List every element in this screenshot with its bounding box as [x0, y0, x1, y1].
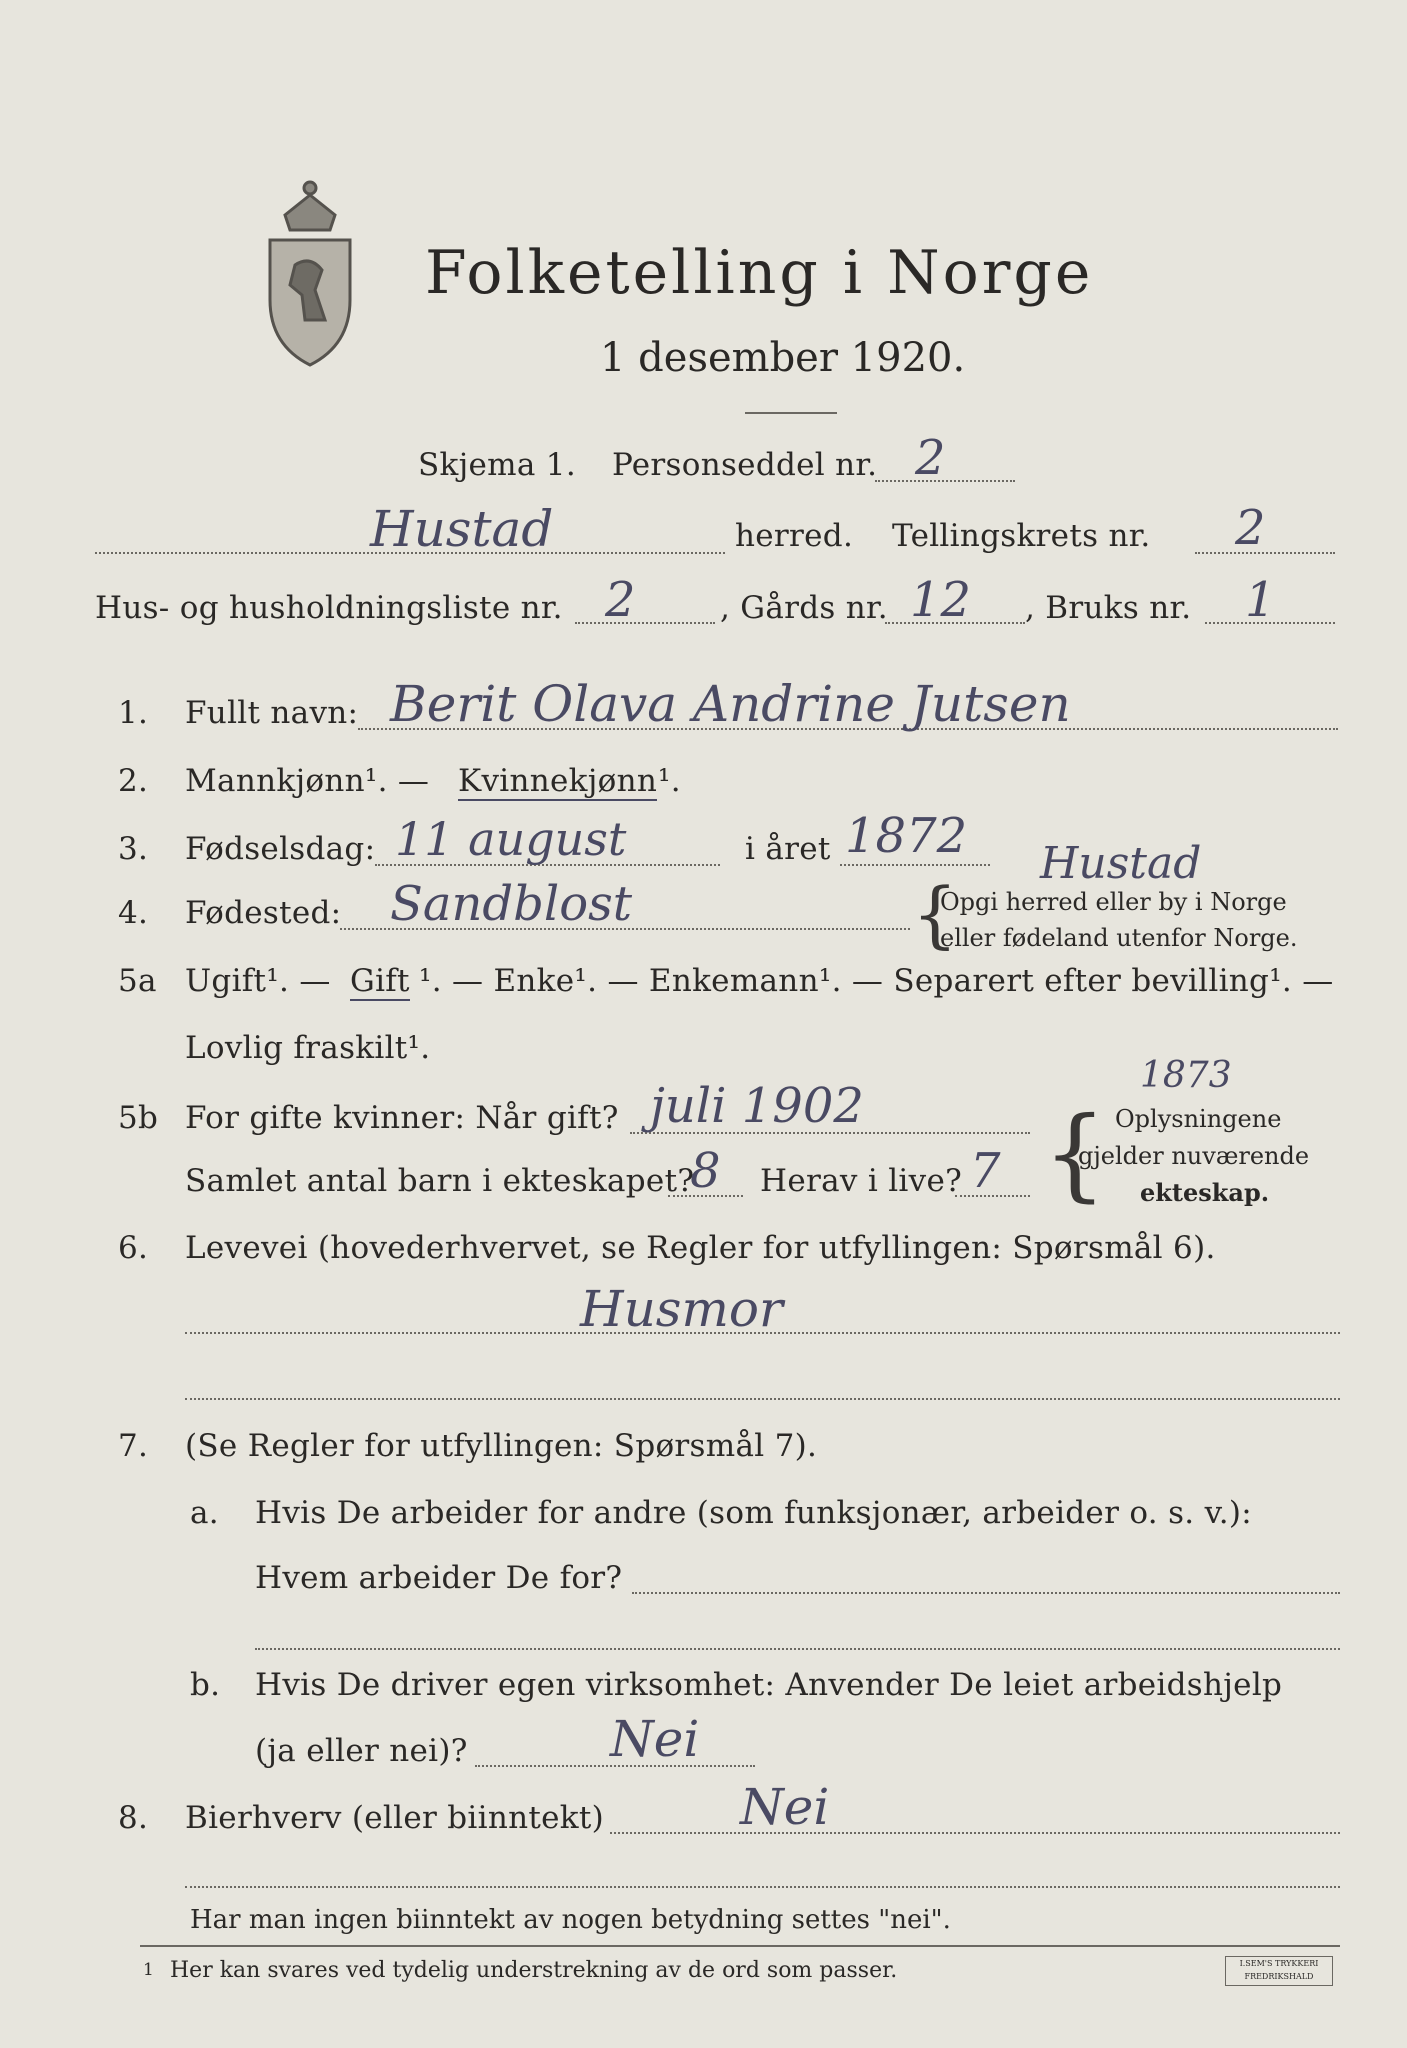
brace-q4: { — [912, 872, 958, 956]
year-field[interactable] — [840, 864, 990, 866]
gards-value: 12 — [910, 572, 972, 628]
q7-number: 7. — [118, 1428, 149, 1464]
q1-label: Fullt navn: — [185, 695, 359, 731]
q5a-number: 5a — [118, 963, 157, 999]
full-name-value: Berit Olava Andrine Jutsen — [390, 675, 1071, 733]
form-date: 1 desember 1920. — [600, 335, 966, 381]
printer-stamp: I.SEM'S TRYKKERI FREDRIKSHALD — [1225, 1956, 1333, 1986]
occupation-value: Husmor — [580, 1280, 783, 1338]
hired-help-value: Nei — [610, 1710, 700, 1768]
hired-help-label: (ja eller nei)? — [255, 1733, 468, 1769]
q1-number: 1. — [118, 695, 149, 731]
personseddel-value: 2 — [915, 430, 946, 486]
tellingskrets-label: Tellingskrets nr. — [892, 518, 1151, 554]
birthplace-extra: Hustad — [1040, 838, 1202, 889]
married-when-label: For gifte kvinner: Når gift? — [185, 1100, 619, 1136]
male-option[interactable]: Mannkjønn¹. — — [185, 763, 430, 799]
q2-number: 2. — [118, 763, 149, 799]
side-income-value: Nei — [740, 1778, 830, 1836]
schema-label: Skjema 1. — [418, 447, 576, 483]
married-when-value: juli 1902 — [650, 1078, 864, 1134]
side-income-note: Har man ingen biinntekt av nogen betydning settes "nei". — [190, 1905, 951, 1935]
q5b-note-1: Oplysningene — [1115, 1105, 1282, 1133]
unmarried-option[interactable]: Ugift¹. — — [185, 963, 331, 999]
alive-value: 7 — [970, 1143, 1001, 1199]
q6-number: 6. — [118, 1230, 149, 1266]
q4-number: 4. — [118, 895, 149, 931]
year-value: 1872 — [845, 808, 968, 864]
married-option[interactable]: Gift — [350, 963, 410, 999]
alive-label: Herav i live? — [760, 1163, 963, 1199]
q4-label: Fødested: — [185, 895, 342, 931]
children-label: Samlet antal barn i ekteskapet? — [185, 1163, 695, 1199]
q7a-text: Hvis De arbeider for andre (som funksjonær, arbeider o. s. v.): — [255, 1495, 1253, 1531]
coat-of-arms-icon — [250, 170, 370, 370]
married-year-extra: 1873 — [1140, 1055, 1232, 1096]
q7b-text: Hvis De driver egen virksomhet: Anvender De leiet arbeidshjelp — [255, 1667, 1283, 1703]
gards-label: , Gårds nr. — [720, 590, 888, 626]
birthday-value: 11 august — [395, 812, 627, 866]
side-income-field-2[interactable] — [185, 1886, 1340, 1888]
year-label: i året — [745, 831, 831, 867]
side-income-field[interactable] — [610, 1832, 1340, 1834]
marital-options-rest[interactable]: ¹. — Enke¹. — Enkemann¹. — Separert efter bevilling¹. — — [419, 963, 1334, 999]
herred-value: Hustad — [370, 500, 554, 558]
employer-label: Hvem arbeider De for? — [255, 1560, 623, 1596]
q7b-number: b. — [190, 1667, 221, 1703]
divorced-option[interactable]: Lovlig fraskilt¹. — [185, 1030, 431, 1066]
q5b-number: 5b — [118, 1100, 159, 1136]
q2-footnote-mark: ¹. — [658, 763, 681, 799]
bruks-label: , Bruks nr. — [1025, 590, 1192, 626]
occupation-field-2[interactable] — [185, 1398, 1340, 1400]
occupation-label: Levevei (hovederhvervet, se Regler for utfyllingen: Spørsmål 6). — [185, 1230, 1216, 1266]
hus-label: Hus- og husholdningsliste nr. — [95, 590, 563, 626]
q8-number: 8. — [118, 1800, 149, 1836]
form-title: Folketelling i Norge — [425, 238, 1094, 308]
bruks-value: 1 — [1245, 572, 1276, 628]
birthplace-value: Sandblost — [390, 876, 633, 932]
q3-number: 3. — [118, 831, 149, 867]
footer-divider — [140, 1945, 1340, 1947]
employer-field-2[interactable] — [255, 1648, 1340, 1650]
children-value: 8 — [690, 1143, 721, 1199]
title-divider — [745, 412, 837, 414]
female-option[interactable]: Kvinnekjønn — [458, 763, 658, 799]
q5b-note-3: ekteskap. — [1140, 1178, 1270, 1207]
q7a-number: a. — [190, 1495, 219, 1531]
q7-label: (Se Regler for utfyllingen: Spørsmål 7). — [185, 1428, 818, 1464]
hus-field[interactable] — [575, 622, 715, 624]
herred-label: herred. — [735, 518, 854, 554]
brace-q5b: { — [1043, 1095, 1107, 1212]
q4-note-1: Opgi herred eller by i Norge — [940, 888, 1287, 916]
q3-label: Fødselsdag: — [185, 831, 376, 867]
hus-value: 2 — [605, 572, 636, 628]
q5b-note-2: gjelder nuværende — [1078, 1142, 1310, 1170]
q4-note-2: eller fødeland utenfor Norge. — [940, 924, 1298, 952]
tellingskrets-value: 2 — [1235, 500, 1266, 556]
side-income-label: Bierhverv (eller biinntekt) — [185, 1800, 605, 1836]
footnote-mark: 1 — [143, 1960, 154, 1980]
employer-field[interactable] — [632, 1592, 1340, 1594]
footnote-text: Her kan svares ved tydelig understrekning av de ord som passer. — [170, 1958, 898, 1983]
personseddel-label: Personseddel nr. — [612, 447, 878, 483]
